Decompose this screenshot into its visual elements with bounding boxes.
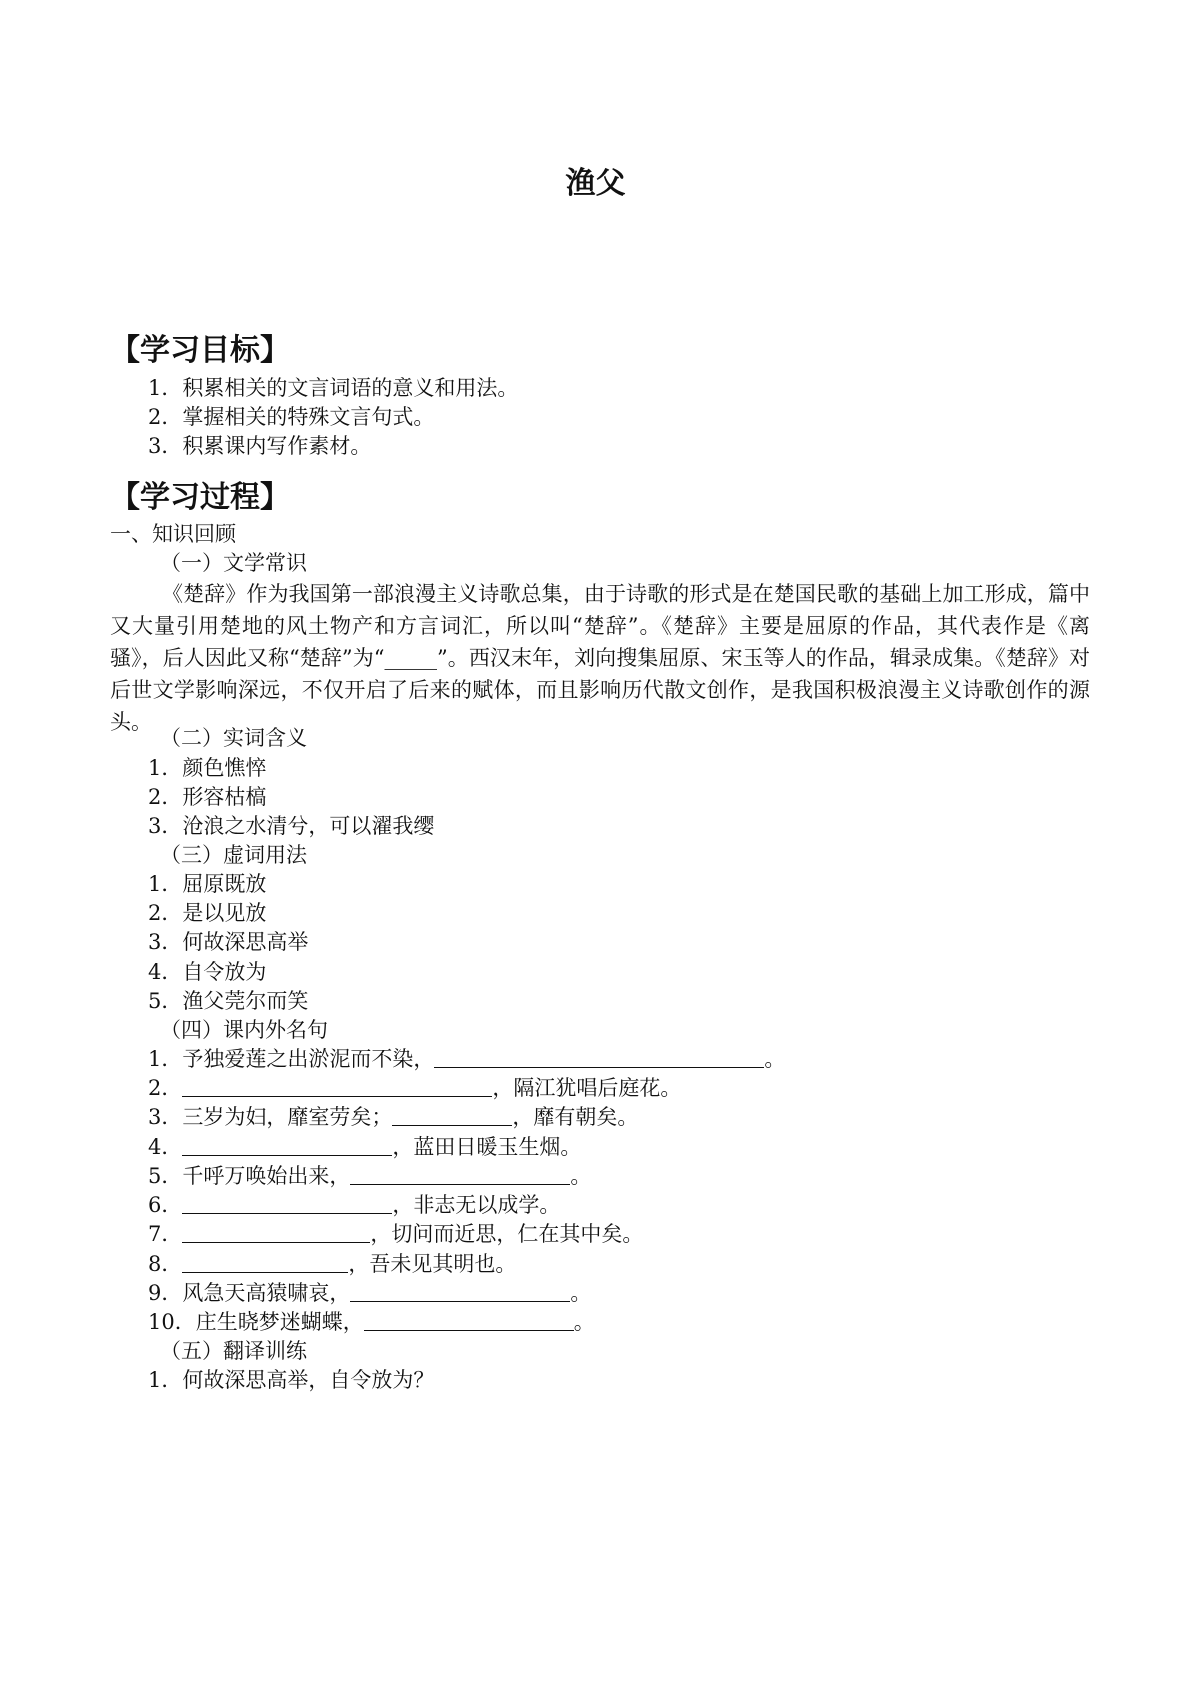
- fill-blank[interactable]: [182, 1193, 392, 1214]
- fill-blank[interactable]: [182, 1252, 348, 1273]
- quote-item: 2． ，隔江犹唱后庭花。: [148, 1076, 682, 1100]
- subsection-heading: （四）课内外名句: [160, 1018, 328, 1042]
- literature-paragraph: 《楚辞》作为我国第一部浪漫主义诗歌总集，由于诗歌的形式是在楚国民歌的基础上加工形成，篇中又大量引用楚地的风土物产和方言词汇，所以叫“楚辞”。《楚辞》主要是屈原的作品，其代表作是《离骚》，后人因此又称“楚辞”为“_____”。西汉末年，刘向搜集屈原、宋玉等人的作品，辑录成集。《楚辞》对后世文学影响深远，不仅开启了后来的赋体，而且影响历代散文创作，是我国积极浪漫主义诗歌创作的源头。: [110, 582, 1090, 734]
- fill-blank[interactable]: [182, 1135, 392, 1156]
- page-title: 渔父: [565, 166, 626, 201]
- quote-item: 9．风急天高猿啸哀， 。: [148, 1281, 592, 1305]
- part-heading: 一、知识回顾: [110, 522, 236, 546]
- quote-item: 10．庄生晓梦迷蝴蝶， 。: [148, 1310, 595, 1334]
- function-word-item: 2．是以见放: [148, 901, 267, 925]
- fill-blank[interactable]: [182, 1222, 370, 1243]
- subsection-heading: （五）翻译训练: [160, 1339, 307, 1363]
- fill-blank[interactable]: [350, 1164, 570, 1185]
- quote-item: 5．千呼万唤始出来， 。: [148, 1164, 592, 1188]
- function-word-item: 5．渔父莞尔而笑: [148, 989, 309, 1013]
- quote-item: 3．三岁为妇，靡室劳矣； ，靡有朝矣。: [148, 1105, 639, 1129]
- word-item: 3．沧浪之水清兮，可以濯我缨: [148, 814, 435, 838]
- quote-item: 4． ，蓝田日暖玉生烟。: [148, 1135, 582, 1159]
- word-item: 1．颜色憔悴: [148, 756, 267, 780]
- function-word-item: 4．自令放为: [148, 960, 267, 984]
- objective-item: 3．积累课内写作素材。: [148, 434, 372, 458]
- objective-item: 1．积累相关的文言词语的意义和用法。: [148, 376, 519, 400]
- quote-item: 7． ，切问而近思，仁在其中矣。: [148, 1222, 644, 1246]
- word-item: 2．形容枯槁: [148, 785, 267, 809]
- fill-blank[interactable]: [350, 1281, 570, 1302]
- subsection-heading: （二）实词含义: [160, 726, 307, 750]
- function-word-item: 3．何故深思高举: [148, 930, 309, 954]
- objectives-heading: 【学习目标】: [110, 333, 290, 368]
- fill-blank[interactable]: [182, 1076, 492, 1097]
- process-heading: 【学习过程】: [110, 480, 290, 515]
- fill-blank[interactable]: [434, 1047, 764, 1068]
- quote-item: 8． ，吾未见其明也。: [148, 1252, 517, 1276]
- objective-item: 2．掌握相关的特殊文言句式。: [148, 405, 435, 429]
- fill-blank[interactable]: [392, 1105, 512, 1126]
- quote-item: 1．予独爱莲之出淤泥而不染， 。: [148, 1047, 786, 1071]
- translation-item: 1．何故深思高举，自令放为？: [148, 1368, 435, 1392]
- subsection-heading: （三）虚词用法: [160, 843, 307, 867]
- fill-blank[interactable]: [364, 1310, 574, 1331]
- subsection-heading: （一）文学常识: [160, 551, 307, 575]
- quote-item: 6． ，非志无以成学。: [148, 1193, 561, 1217]
- function-word-item: 1．屈原既放: [148, 872, 267, 896]
